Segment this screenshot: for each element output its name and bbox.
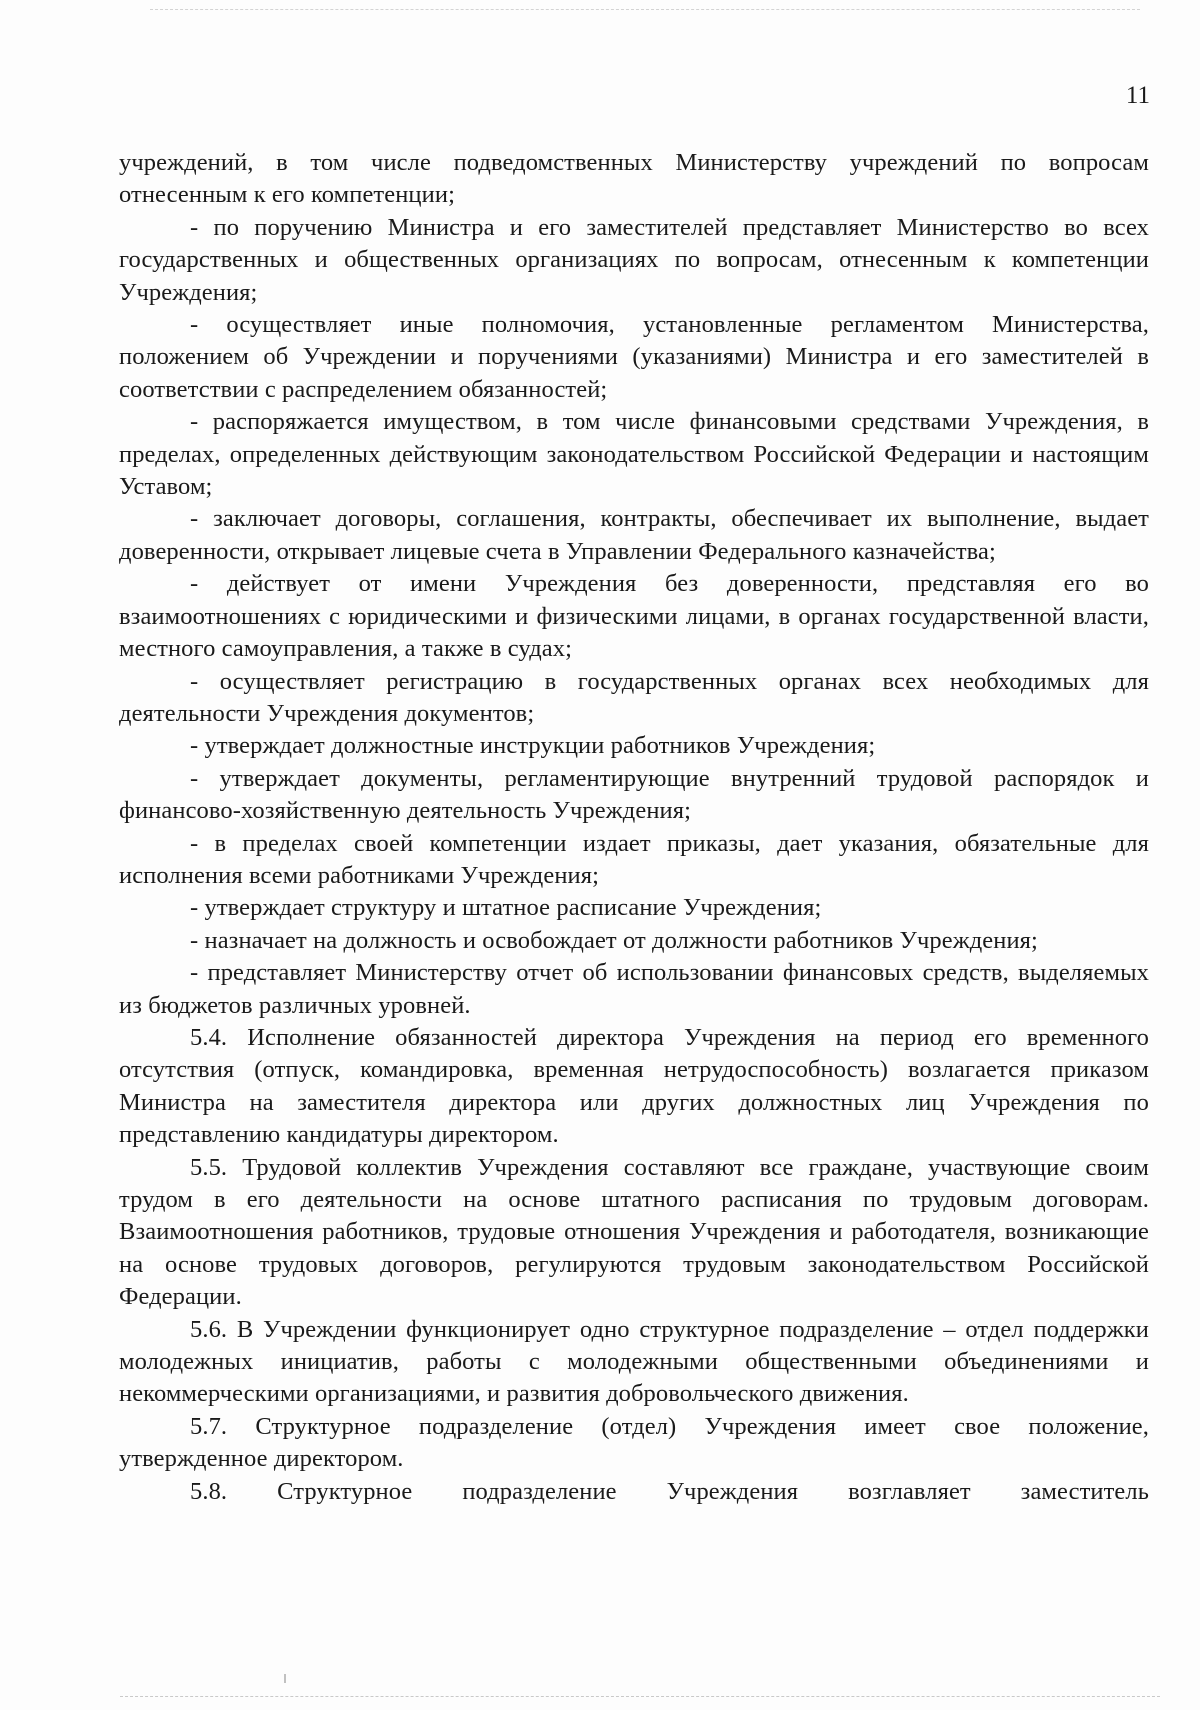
- paragraph: - представляет Министерству отчет об использовании финансовых средств, выделяемых из бюджетов различных уровней.: [119, 959, 1149, 1019]
- paragraph-continuation: учреждений, в том числе подведомственных Министерству учреждений по вопросам отнесенным к его компетенции;: [119, 149, 1149, 209]
- scan-mark: [284, 1674, 286, 1683]
- document-body: [119, 147, 1149, 1508]
- paragraph: - распоряжается имуществом, в том числе финансовыми средствами Учреждения, в пределах, определенных действующим законодательством Российской Федерации и настоящим Уставом;: [119, 408, 1149, 501]
- paragraph: - по поручению Министра и его заместителей представляет Министерство во всех государственных и общественных организациях по вопросам, отнесенным к компетенции Учреждения;: [119, 213, 1149, 306]
- paragraph: - осуществляет иные полномочия, установленные регламентом Министерства, положением об Учреждении и поручениями (указаниями) Министра и его заместителей в соответствии с распределением обязанностей;: [119, 311, 1149, 403]
- paragraph: - в пределах своей компетенции издает приказы, дает указания, обязательные для исполнения всеми работниками Учреждения;: [119, 829, 1149, 889]
- paragraph: - осуществляет регистрацию в государственных органах всех необходимых для деятельности Учреждения документов;: [119, 667, 1149, 727]
- paragraph: - утверждает должностные инструкции работников Учреждения;: [190, 732, 876, 760]
- paragraph: - утверждает структуру и штатное расписание Учреждения;: [190, 894, 822, 922]
- paragraph: - назначает на должность и освобождает от должности работников Учреждения;: [190, 926, 1038, 954]
- paragraph-5-4: 5.4. Исполнение обязанностей директора Учреждения на период его временного отсутствия (отпуск, командировка, временная нетрудоспособность) возлагается приказом Министра на заместителя директора или других должностных лиц Учреждения по представлению кандидатуры директором.: [119, 1023, 1149, 1149]
- paragraph-5-6: 5.6. В Учреждении функционирует одно структурное подразделение – отдел поддержки молодежных инициатив, работы с молодежными общественными объединениями и некоммерческими организациями, и развития добровольческого движения.: [119, 1315, 1149, 1408]
- paragraph-5-8: 5.8. Структурное подразделение Учреждения возглавляет заместитель: [190, 1477, 1149, 1505]
- paragraph-5-7: 5.7. Структурное подразделение (отдел) Учреждения имеет свое положение, утвержденное директором.: [119, 1412, 1149, 1473]
- paragraph: - заключает договоры, соглашения, контракты, обеспечивает их выполнение, выдает доверенности, открывает лицевые счета в Управлении Федерального казначейства;: [119, 505, 1149, 565]
- paragraph-5-5: 5.5. Трудовой коллектив Учреждения составляют все граждане, участвующие своим трудом в его деятельности на основе штатного расписания по трудовым договорам. Взаимоотношения работников, трудовые отношения Учреждения и работодателя, возникающие на основе трудовых договоров, регулируются трудовым законодательством Российской Федерации.: [119, 1153, 1149, 1311]
- page-number: 11: [1125, 82, 1150, 109]
- paragraph: - действует от имени Учреждения без доверенности, представляя его во взаимоотношениях с юридическими и физическими лицами, в органах государственной власти, местного самоуправления, а также в судах;: [119, 570, 1149, 663]
- paragraph: - утверждает документы, регламентирующие внутренний трудовой распорядок и финансово-хозяйственную деятельность Учреждения;: [119, 764, 1149, 825]
- scan-edge-top: [150, 9, 1140, 10]
- scan-edge-bottom: [120, 1696, 1160, 1697]
